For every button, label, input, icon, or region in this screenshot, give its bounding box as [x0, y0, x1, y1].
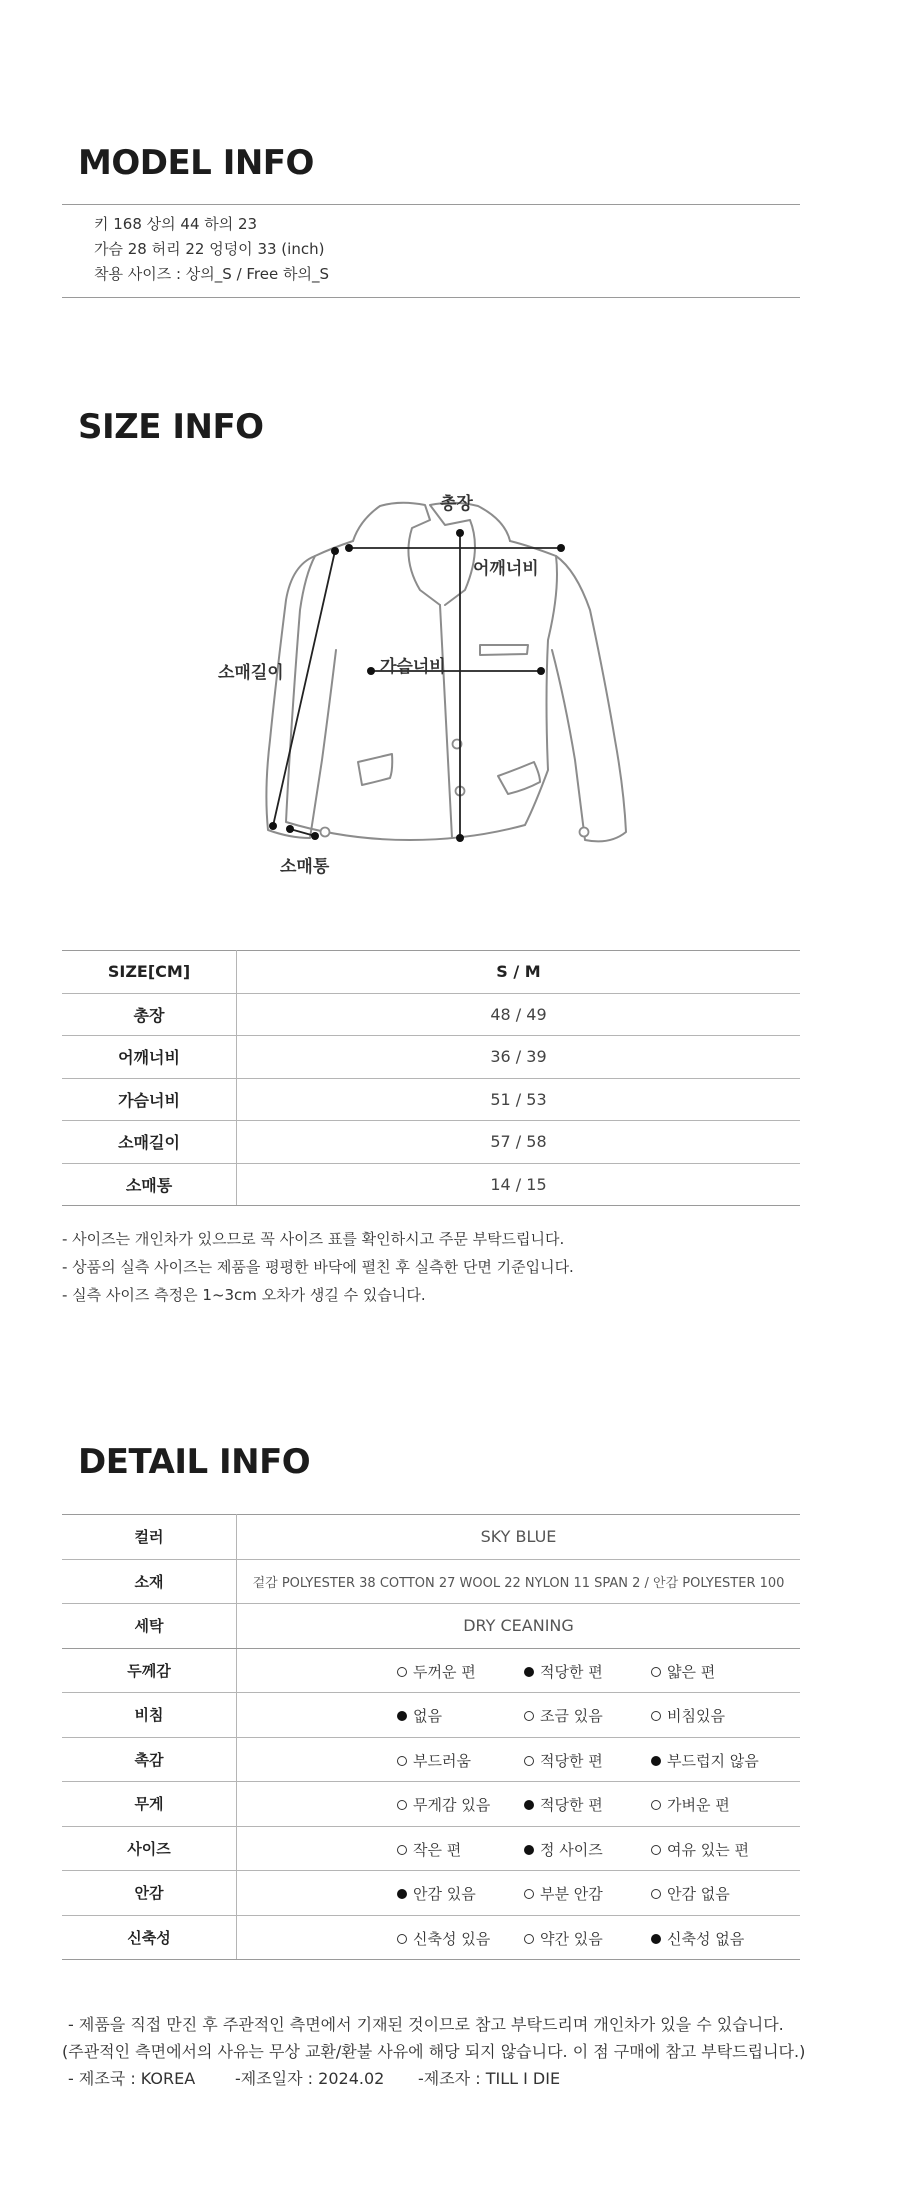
unselected-circle-icon	[651, 1800, 661, 1810]
detail-value-material: 겉감 POLYESTER 38 COTTON 27 WOOL 22 NYLON 11 SPAN 2 / 안감 POLYESTER 100	[237, 1559, 801, 1604]
detail-option	[397, 1839, 461, 1860]
detail-options-cell	[237, 1915, 801, 1960]
detail-option	[524, 1705, 603, 1726]
unselected-circle-icon	[651, 1711, 661, 1721]
diagram-label-sleeve-length: 소매길이	[218, 663, 284, 683]
detail-option	[651, 1883, 730, 1904]
origin-country: - 제조국 : KOREA	[68, 2069, 196, 2088]
detail-option-label: 신축성 없음	[667, 1929, 745, 1948]
unselected-circle-icon	[651, 1889, 661, 1899]
detail-options-cell	[237, 1693, 801, 1738]
size-row-label: 가슴너비	[62, 1078, 237, 1121]
unselected-circle-icon	[524, 1889, 534, 1899]
model-measure-line: 가슴 28 허리 22 엉덩이 33 (inch)	[94, 240, 325, 258]
size-header-value: S / M	[237, 951, 801, 994]
unselected-circle-icon	[397, 1756, 407, 1766]
detail-options-cell	[237, 1648, 801, 1693]
unselected-circle-icon	[524, 1934, 534, 1944]
detail-footnote: - 제품을 직접 만진 후 주관적인 측면에서 기재된 것이므로 참고 부탁드리며 개인차가 있을 수 있습니다.	[68, 2015, 784, 2034]
model-wear-size-line: 착용 사이즈 : 상의_S / Free 하의_S	[94, 265, 330, 283]
detail-options-cell	[237, 1871, 801, 1916]
detail-row-thickness	[62, 1648, 800, 1693]
size-row	[62, 1121, 800, 1164]
origin-date: -제조일자 : 2024.02	[235, 2069, 385, 2088]
size-info-title: SIZE INFO	[78, 407, 264, 447]
detail-label: 안감	[62, 1871, 237, 1916]
detail-label: 촉감	[62, 1737, 237, 1782]
detail-option	[397, 1928, 490, 1949]
detail-option	[524, 1794, 603, 1815]
size-note: - 상품의 실측 사이즈는 제품을 평평한 바닥에 펼친 후 실측한 단면 기준입니다.	[62, 1258, 574, 1276]
size-row-value: 14 / 15	[237, 1163, 801, 1206]
detail-option	[651, 1661, 715, 1682]
detail-option-label: 적당한 편	[540, 1796, 603, 1815]
detail-option-label: 부드럽지 않음	[667, 1751, 759, 1770]
size-note: - 실측 사이즈 측정은 1~3cm 오차가 생길 수 있습니다.	[62, 1286, 426, 1304]
detail-option-label: 안감 없음	[667, 1885, 730, 1904]
detail-option	[524, 1883, 603, 1904]
detail-option	[524, 1839, 603, 1860]
unselected-circle-icon	[397, 1667, 407, 1677]
size-row	[62, 1078, 800, 1121]
detail-label: 비침	[62, 1693, 237, 1738]
detail-option-label: 부드러움	[413, 1751, 471, 1770]
detail-option-label: 두꺼운 편	[413, 1662, 476, 1681]
detail-info-title: DETAIL INFO	[78, 1442, 311, 1482]
detail-option	[524, 1661, 603, 1682]
unselected-circle-icon	[397, 1845, 407, 1855]
size-row-label: 어깨너비	[62, 1036, 237, 1079]
detail-option-label: 정 사이즈	[540, 1840, 603, 1859]
size-row	[62, 1163, 800, 1206]
size-row-value: 48 / 49	[237, 993, 801, 1036]
selected-dot-icon	[524, 1845, 534, 1855]
size-row-label: 소매통	[62, 1163, 237, 1206]
detail-row-fit	[62, 1826, 800, 1871]
size-table	[62, 950, 800, 1206]
detail-label: 무게	[62, 1782, 237, 1827]
detail-value-color: SKY BLUE	[237, 1515, 801, 1560]
detail-option-label: 얇은 편	[667, 1662, 716, 1681]
detail-option-label: 약간 있음	[540, 1929, 603, 1948]
unselected-circle-icon	[524, 1711, 534, 1721]
detail-options-cell	[237, 1826, 801, 1871]
detail-label: 컬러	[62, 1515, 237, 1560]
detail-row-sheerness	[62, 1693, 800, 1738]
size-row-value: 36 / 39	[237, 1036, 801, 1079]
diagram-label-shoulder: 어깨너비	[473, 559, 539, 579]
detail-option-label: 신축성 있음	[413, 1929, 491, 1948]
detail-option	[397, 1883, 476, 1904]
selected-dot-icon	[397, 1711, 407, 1721]
detail-table	[62, 1514, 800, 1960]
model-height-line: 키 168 상의 44 하의 23	[94, 215, 258, 233]
unselected-circle-icon	[651, 1667, 661, 1677]
detail-label: 소재	[62, 1559, 237, 1604]
detail-option	[651, 1705, 725, 1726]
detail-option-label: 작은 편	[413, 1840, 462, 1859]
detail-footnote: (주관적인 측면에서의 사유는 무상 교환/환불 사유에 해당 되지 않습니다. 이 점 구매에 참고 부탁드립니다.)	[62, 2042, 806, 2061]
diagram-label-length: 총장	[440, 494, 473, 514]
detail-row-lining	[62, 1871, 800, 1916]
model-info-title: MODEL INFO	[78, 143, 314, 183]
size-row-label: 총장	[62, 993, 237, 1036]
selected-dot-icon	[651, 1934, 661, 1944]
size-row	[62, 993, 800, 1036]
detail-option	[397, 1661, 476, 1682]
selected-dot-icon	[524, 1800, 534, 1810]
jacket-diagram	[250, 480, 650, 880]
detail-option-label: 여유 있는 편	[667, 1840, 749, 1859]
detail-row-weight	[62, 1782, 800, 1827]
detail-option	[397, 1705, 442, 1726]
size-header-label: SIZE[CM]	[62, 951, 237, 994]
detail-row-wash	[62, 1604, 800, 1649]
detail-option	[524, 1928, 603, 1949]
detail-option-label: 무게감 있음	[413, 1796, 491, 1815]
detail-option	[524, 1750, 603, 1771]
size-row	[62, 1036, 800, 1079]
detail-option-label: 없음	[413, 1707, 442, 1726]
unselected-circle-icon	[651, 1845, 661, 1855]
size-table-header	[62, 951, 800, 994]
detail-option-label: 적당한 편	[540, 1751, 603, 1770]
detail-label: 사이즈	[62, 1826, 237, 1871]
detail-label: 두께감	[62, 1648, 237, 1693]
detail-options-cell	[237, 1782, 801, 1827]
detail-option-label: 안감 있음	[413, 1885, 476, 1904]
selected-dot-icon	[397, 1889, 407, 1899]
detail-option-label: 부분 안감	[540, 1885, 603, 1904]
size-row-value: 51 / 53	[237, 1078, 801, 1121]
detail-option-label: 비침있음	[667, 1707, 725, 1726]
diagram-label-chest: 가슴너비	[380, 657, 446, 677]
origin-maker: -제조자 : TILL I DIE	[418, 2069, 561, 2088]
detail-option	[397, 1794, 490, 1815]
detail-option	[651, 1839, 749, 1860]
model-info-top-rule	[62, 204, 800, 205]
selected-dot-icon	[651, 1756, 661, 1766]
detail-options-cell	[237, 1737, 801, 1782]
detail-row-material	[62, 1559, 800, 1604]
unselected-circle-icon	[397, 1934, 407, 1944]
detail-option	[651, 1750, 759, 1771]
detail-option-label: 가벼운 편	[667, 1796, 730, 1815]
detail-value-wash: DRY CEANING	[237, 1604, 801, 1649]
unselected-circle-icon	[397, 1800, 407, 1810]
size-row-label: 소매길이	[62, 1121, 237, 1164]
detail-row-stretch	[62, 1915, 800, 1960]
detail-option-label: 조금 있음	[540, 1707, 603, 1726]
detail-option	[651, 1794, 730, 1815]
detail-option-label: 적당한 편	[540, 1662, 603, 1681]
detail-row-touch	[62, 1737, 800, 1782]
detail-label: 신축성	[62, 1915, 237, 1960]
model-info-bottom-rule	[62, 297, 800, 298]
detail-label: 세탁	[62, 1604, 237, 1649]
diagram-label-sleeve-width: 소매통	[280, 857, 330, 877]
unselected-circle-icon	[524, 1756, 534, 1766]
detail-row-color	[62, 1515, 800, 1560]
detail-option	[651, 1928, 744, 1949]
size-row-value: 57 / 58	[237, 1121, 801, 1164]
detail-option	[397, 1750, 471, 1771]
size-note: - 사이즈는 개인차가 있으므로 꼭 사이즈 표를 확인하시고 주문 부탁드립니다.	[62, 1230, 565, 1248]
selected-dot-icon	[524, 1667, 534, 1677]
